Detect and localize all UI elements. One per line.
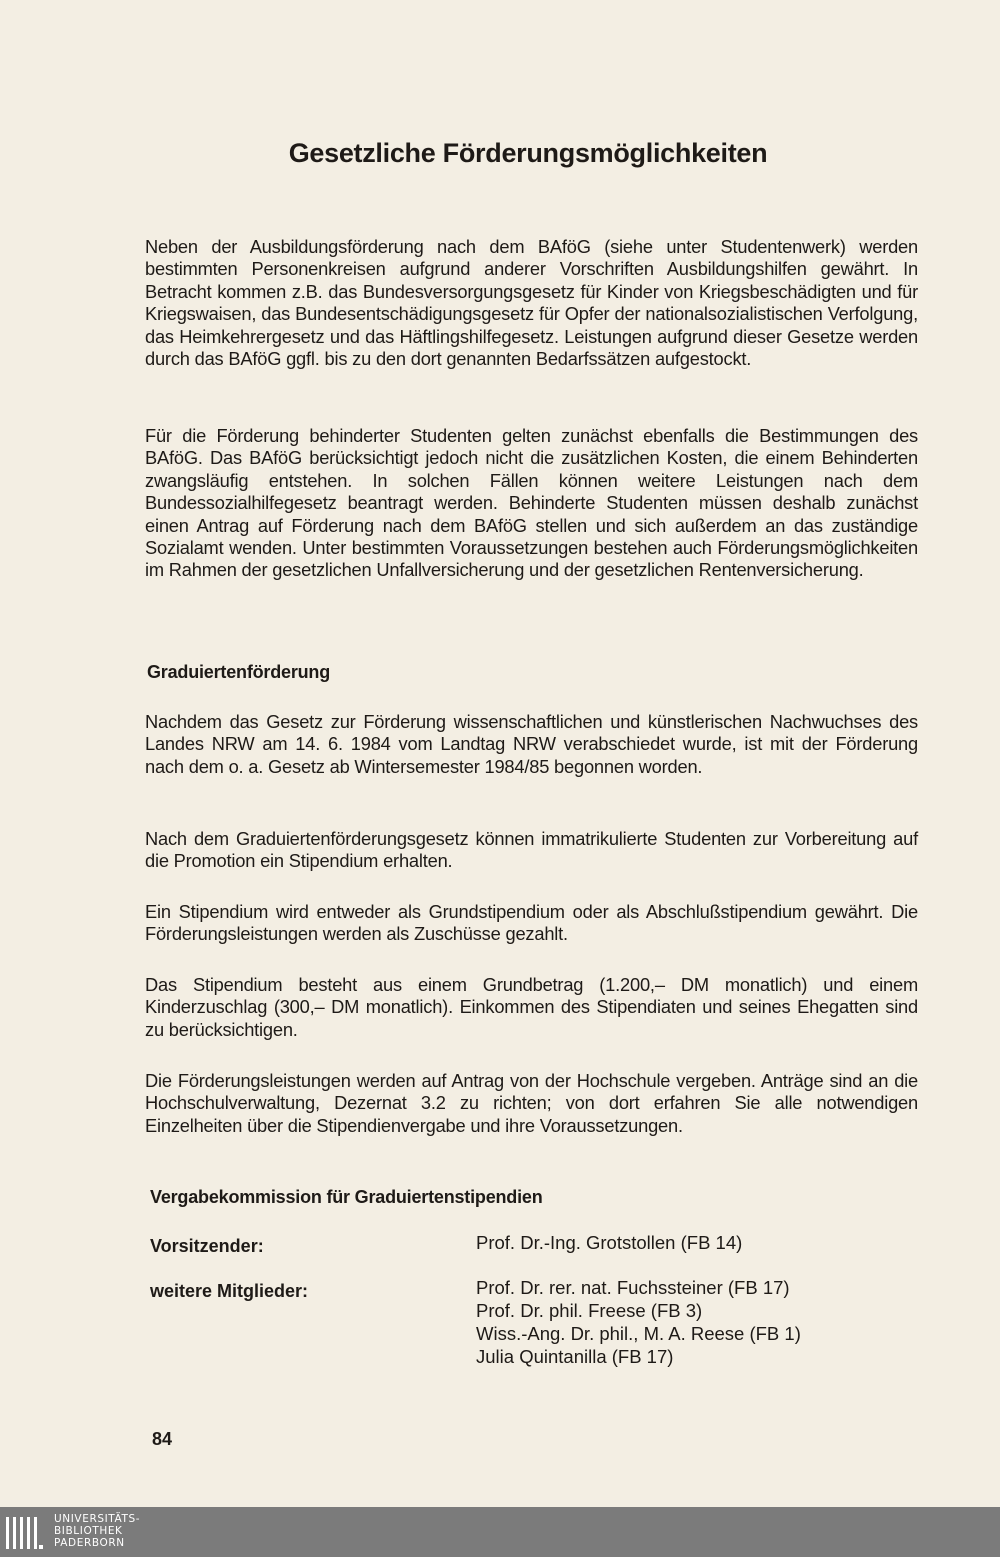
paragraph-promotion: Nach dem Graduiertenförderungsgesetz können immatrikulierte Studenten zur Vorbereitung auf die Promotion ein Stipendium erhalten. (145, 828, 918, 872)
chair-list (476, 1231, 742, 1254)
page-title: Gesetzliche Förderungsmöglichkeiten (288, 138, 768, 168)
library-footer-bar (0, 1507, 1000, 1557)
section-heading-graduiertenfoerderung: Graduiertenförderung (147, 662, 331, 682)
chair-label: Vorsitzender: (150, 1236, 264, 1256)
member-item: Wiss.-Ang. Dr. phil., M. A. Reese (FB 1) (476, 1323, 801, 1344)
library-name-line: BIBLIOTHEK (54, 1525, 123, 1537)
page-number: 84 (152, 1429, 173, 1449)
commission-heading: Vergabekommission für Graduiertenstipendien (150, 1187, 543, 1207)
paragraph-grundbetrag: Das Stipendium besteht aus einem Grundbetrag (1.200,– DM monatlich) und einem Kinderzuschlag (300,– DM monatlich). Einkommen des Stipendiaten und seines Ehegatten sind zu berücksichtigen. (145, 974, 918, 1040)
paragraph-gesetz: Nachdem das Gesetz zur Förderung wissenschaftlichen und künstlerischen Nachwuchses des Landes NRW am 14. 6. 1984 vom Landtag NRW verabschiedet wurde, ist mit der Förderung nach dem o. a. Gesetz ab Wintersemester 1984/85 begonnen worden. (145, 711, 918, 777)
chair-name: Prof. Dr.-Ing. Grotstollen (FB 14) (476, 1232, 743, 1253)
library-logo-icon (4, 1511, 46, 1553)
member-item: Prof. Dr. phil. Freese (FB 3) (476, 1300, 703, 1321)
members-list (476, 1276, 801, 1368)
paragraph-ausbildungshilfen: Neben der Ausbildungsförderung nach dem BAföG (siehe unter Studentenwerk) werden bestimmten Personenkreisen aufgrund anderer Vorschriften Ausbildungshilfen gewährt. In Betracht kommen z.B. das Bundesversorgungsgesetz für Kinder von Kriegsbeschädigten und für Kriegswaisen, das Bundesentschädigungsgesetz für Opfer der nationalsozialistischen Verfolgung, das Heimkehrergesetz und das Häftlingshilfegesetz. Leistungen aufgrund dieser Gesetze werden durch das BAföG ggfl. bis zu den dort genannten Bedarfssätzen aufgestockt. (145, 236, 918, 370)
paragraph-stipendium-art: Ein Stipendium wird entweder als Grundstipendium oder als Abschlußstipendium gewährt. Die Förderungsleistungen werden als Zuschüsse gezahlt. (145, 901, 918, 945)
library-name-line: UNIVERSITÄTS- (54, 1513, 141, 1525)
library-name (54, 1513, 140, 1549)
paragraph-behinderte-studenten: Für die Förderung behinderter Studenten gelten zunächst ebenfalls die Bestimmungen des BAföG. Das BAföG berücksichtigt jedoch nicht die zusätzlichen Kosten, die einem Behinderten zwangsläufig entstehen. In solchen Fällen können weitere Leistungen nach dem Bundessozialhilfegesetz beantragt werden. Behinderte Studenten müssen deshalb zunächst einen Antrag auf Förderung nach dem BAföG stellen und sich außerdem an das zuständige Sozialamt wenden. Unter bestimmten Voraussetzungen bestehen auch Förderungsmöglichkeiten im Rahmen der gesetzlichen Unfallversicherung und der gesetzlichen Rentenversicherung. (145, 425, 918, 581)
paragraph-antrag: Die Förderungsleistungen werden auf Antrag von der Hochschule vergeben. Anträge sind an die Hochschulverwaltung, Dezernat 3.2 zu richten; von dort erfahren Sie alle notwendigen Einzelheiten über die Stipendienvergabe und ihre Voraussetzungen. (145, 1070, 918, 1136)
member-item: Julia Quintanilla (FB 17) (476, 1346, 674, 1367)
library-name-line: PADERBORN (54, 1537, 125, 1549)
member-item: Prof. Dr. rer. nat. Fuchssteiner (FB 17) (476, 1277, 790, 1298)
members-label: weitere Mitglieder: (150, 1281, 309, 1301)
